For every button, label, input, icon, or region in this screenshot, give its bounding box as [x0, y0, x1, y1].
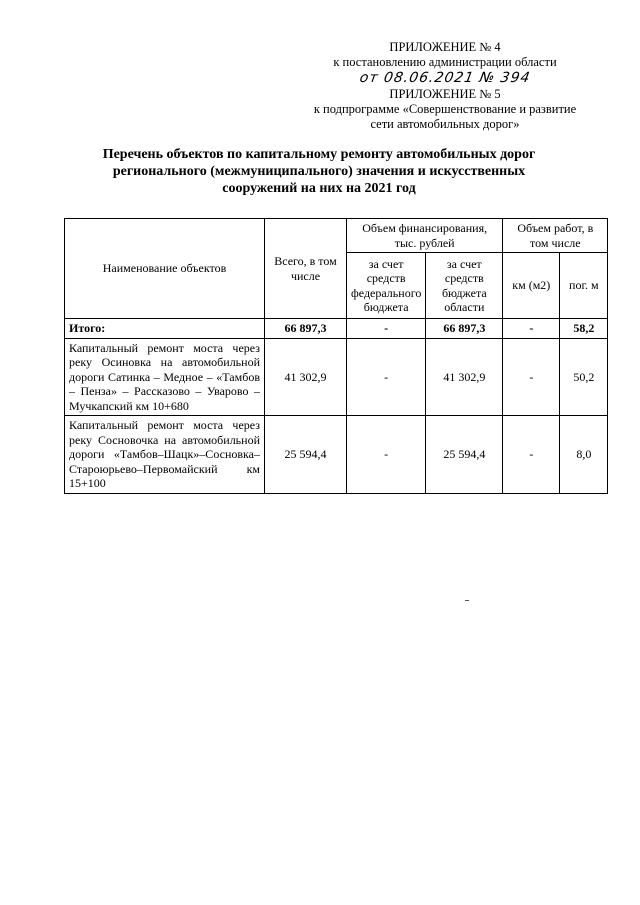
row-1-pog: 50,2	[560, 338, 608, 416]
table-row	[65, 338, 608, 416]
objects-table	[64, 218, 608, 494]
row-2-pog: 8,0	[560, 416, 608, 494]
decree-reference: к постановлению администрации области	[333, 55, 557, 69]
row-1-total: 41 302,9	[265, 338, 347, 416]
row-2-regional: 25 594,4	[426, 416, 503, 494]
handwritten-date-number: от 08.06.2021 № 394	[358, 70, 532, 86]
row-1-federal: -	[347, 338, 426, 416]
header-federal: за счет средств федерального бюджета	[347, 253, 426, 319]
total-pog: 58,2	[560, 319, 608, 339]
stray-mark	[465, 600, 469, 601]
table-row	[65, 416, 608, 494]
title-line-1: Перечень объектов по капитальному ремонту автомобильных дорог	[102, 147, 536, 162]
header-financing: Объем финансирования, тыс. рублей	[347, 219, 503, 253]
row-2-federal: -	[347, 416, 426, 494]
appendix-4-label: ПРИЛОЖЕНИЕ № 4	[389, 40, 501, 54]
row-2-name: Капитальный ремонт моста через реку Сосновочка на автомобильной дороги «Тамбов–Шацк»–Сосновка–Староюрьево–Первомайский км 15+100	[65, 416, 265, 494]
title-line-2: регионального (межмуниципального) значения и искусственных	[112, 164, 526, 179]
document-header	[300, 40, 590, 132]
row-1-km: -	[503, 338, 560, 416]
total-label: Итого:	[65, 319, 265, 339]
row-1-regional: 41 302,9	[426, 338, 503, 416]
total-federal: -	[347, 319, 426, 339]
total-row	[65, 319, 608, 339]
subprogram-reference-1: к подпрограмме «Совершенствование и развитие	[313, 102, 577, 116]
row-2-km: -	[503, 416, 560, 494]
total-km: -	[503, 319, 560, 339]
row-2-total: 25 594,4	[265, 416, 347, 494]
header-regional: за счет средств бюджета области	[426, 253, 503, 319]
document-title	[82, 146, 556, 197]
appendix-5-label: ПРИЛОЖЕНИЕ № 5	[389, 87, 501, 101]
subprogram-reference-2: сети автомобильных дорог»	[370, 117, 520, 131]
header-name: Наименование объектов	[65, 219, 265, 319]
header-km: км (м2)	[503, 253, 560, 319]
title-line-3: сооружений на них на 2021 год	[222, 181, 416, 196]
total-sum: 66 897,3	[265, 319, 347, 339]
header-works: Объем работ, в том числе	[503, 219, 608, 253]
header-pog: пог. м	[560, 253, 608, 319]
total-regional: 66 897,3	[426, 319, 503, 339]
row-1-name: Капитальный ремонт моста через реку Осиновка на автомобильной дороги Сатинка – Медное – «Тамбов – Пенза» – Рассказово – Уварово –Мучкапский км 10+680	[65, 338, 265, 416]
header-total: Всего, в том числе	[265, 219, 347, 319]
